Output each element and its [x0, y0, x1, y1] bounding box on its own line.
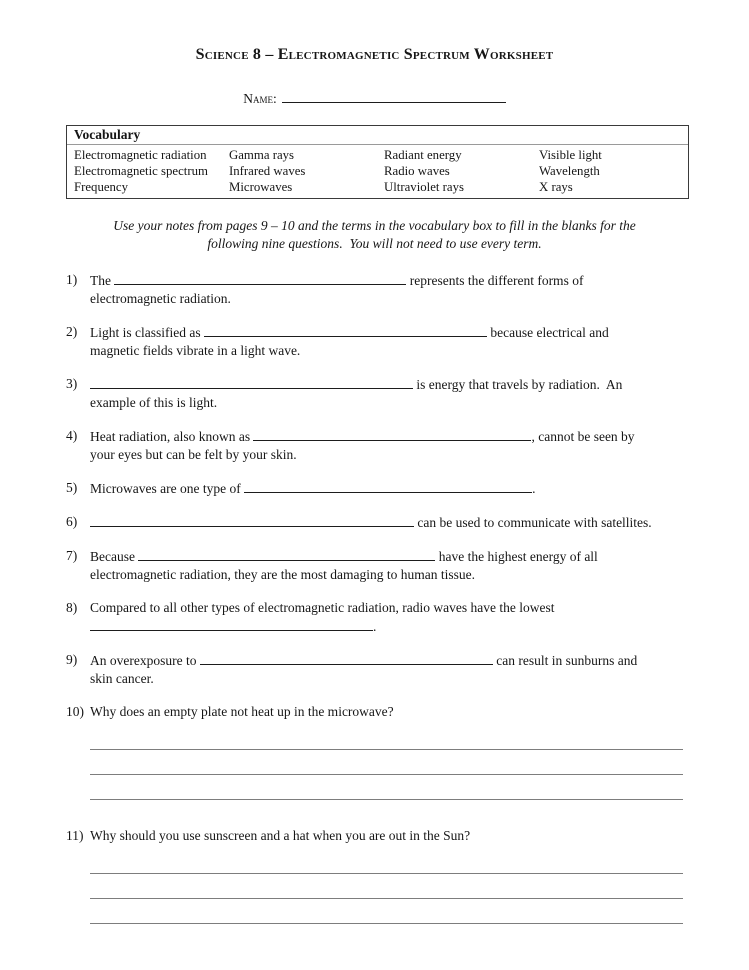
question-number: 3) [66, 376, 78, 391]
question-text: have the highest energy of all [435, 549, 598, 564]
question-line [90, 271, 683, 290]
questions-list [66, 271, 683, 936]
vocab-term: Wavelength [539, 164, 600, 178]
instructions [66, 217, 683, 253]
question-body [90, 703, 683, 812]
name-row [66, 88, 683, 108]
question-text: can be used to communicate with satellites. [414, 515, 652, 530]
vocab-term: Radiant energy [384, 148, 462, 162]
question [66, 651, 683, 688]
vocab-term: Ultraviolet rays [384, 180, 464, 194]
question-number: 2) [66, 324, 78, 339]
question-line [90, 513, 683, 532]
question-line [90, 651, 683, 670]
fill-in-blank [90, 375, 413, 389]
question-text: Heat radiation, also known as [90, 429, 254, 444]
question [66, 271, 683, 308]
question-text: magnetic fields vibrate in a light wave. [90, 343, 301, 358]
question [66, 513, 683, 532]
question-line [90, 617, 683, 636]
question [66, 323, 683, 360]
question-line [90, 446, 683, 464]
instructions-line1: Use your notes from pages 9 – 10 and the terms in the vocabulary box to fill in the blanks for the [113, 218, 636, 233]
question-line [90, 394, 683, 412]
question-body [90, 271, 683, 308]
question [66, 427, 683, 464]
name-label: Name: [243, 91, 277, 106]
question-body [90, 427, 683, 464]
question-body [90, 547, 683, 584]
question-number: 6) [66, 514, 78, 529]
question-text: , cannot be seen by [531, 429, 635, 444]
vocab-term: Visible light [539, 148, 602, 162]
question-text: Compared to all other types of electromagnetic radiation, radio waves have the lowest [90, 600, 555, 615]
vocabulary-box [66, 125, 689, 199]
vocab-term: Radio waves [384, 164, 450, 178]
answer-lines [90, 725, 683, 800]
question-text: Because [90, 549, 139, 564]
fill-in-blank [204, 323, 487, 337]
fill-in-blank [114, 271, 406, 285]
question [66, 375, 683, 412]
vocab-term: Microwaves [229, 180, 293, 194]
question-text: electromagnetic radiation, they are the most damaging to human tissue. [90, 567, 476, 582]
fill-in-blank [90, 617, 373, 631]
question-text: example of this is light. [90, 395, 218, 410]
fill-in-blank [253, 427, 531, 441]
instructions-line2: following nine questions. You will not need to use every term. [207, 236, 542, 251]
question-line [90, 375, 683, 394]
question-text: . [532, 481, 536, 496]
question [66, 547, 683, 584]
page-title: Science 8 – Electromagnetic Spectrum Worksheet [195, 46, 554, 63]
question-number: 10) [66, 704, 84, 719]
question-number: 1) [66, 272, 78, 287]
question-line [90, 827, 683, 845]
answer-line [90, 750, 683, 775]
question-text: Why does an empty plate not heat up in the microwave? [90, 704, 394, 719]
question-line [90, 479, 683, 498]
question-body [90, 599, 683, 636]
question [66, 827, 683, 936]
question-line [90, 342, 683, 360]
question [66, 599, 683, 636]
question-body [90, 323, 683, 360]
question-text: Why should you use sunscreen and a hat when you are out in the Sun? [90, 828, 471, 843]
question-text: The [90, 273, 115, 288]
question-body [90, 479, 683, 498]
question-number: 7) [66, 548, 78, 563]
vocab-term: Gamma rays [229, 148, 295, 162]
question-line [90, 547, 683, 566]
question-number: 4) [66, 428, 78, 443]
question-text: because electrical and [486, 325, 609, 340]
question-text: can result in sunburns and [492, 653, 638, 668]
question-line [90, 566, 683, 584]
question-number: 9) [66, 652, 78, 667]
question-body [90, 513, 683, 532]
question-number: 5) [66, 480, 78, 495]
question-body [90, 651, 683, 688]
question-line [90, 599, 683, 617]
question-line [90, 290, 683, 308]
fill-in-blank [244, 479, 532, 493]
question-body [90, 375, 683, 412]
vocabulary-terms-grid [67, 145, 688, 198]
vocab-term: Frequency [74, 180, 129, 194]
fill-in-blank [200, 651, 493, 665]
question-text: skin cancer. [90, 671, 154, 686]
question-text: your eyes but can be felt by your skin. [90, 447, 297, 462]
answer-line [90, 775, 683, 800]
answer-lines [90, 849, 683, 924]
question-text: is energy that travels by radiation. An [413, 377, 623, 392]
name-blank-line [282, 88, 506, 103]
vocab-term: Electromagnetic radiation [74, 148, 207, 162]
question-number: 11) [66, 828, 84, 843]
answer-line [90, 899, 683, 924]
vocabulary-box-title: Vocabulary [67, 126, 688, 145]
question-text: . [373, 619, 377, 634]
question-body [90, 827, 683, 936]
answer-line [90, 874, 683, 899]
question-line [90, 323, 683, 342]
question-number: 8) [66, 600, 78, 615]
question-line [90, 427, 683, 446]
question-text: Microwaves are one type of [90, 481, 245, 496]
question-text: electromagnetic radiation. [90, 291, 231, 306]
fill-in-blank [138, 547, 435, 561]
vocab-term: X rays [539, 180, 573, 194]
question-text: represents the different forms of [406, 273, 584, 288]
question-text: Light is classified as [90, 325, 204, 340]
answer-line [90, 849, 683, 874]
answer-line [90, 725, 683, 750]
question [66, 703, 683, 812]
question [66, 479, 683, 498]
question-line [90, 703, 683, 721]
fill-in-blank [90, 513, 414, 527]
question-text: An overexposure to [90, 653, 200, 668]
vocab-term: Infrared waves [229, 164, 306, 178]
question-line [90, 670, 683, 688]
vocab-term: Electromagnetic spectrum [74, 164, 208, 178]
